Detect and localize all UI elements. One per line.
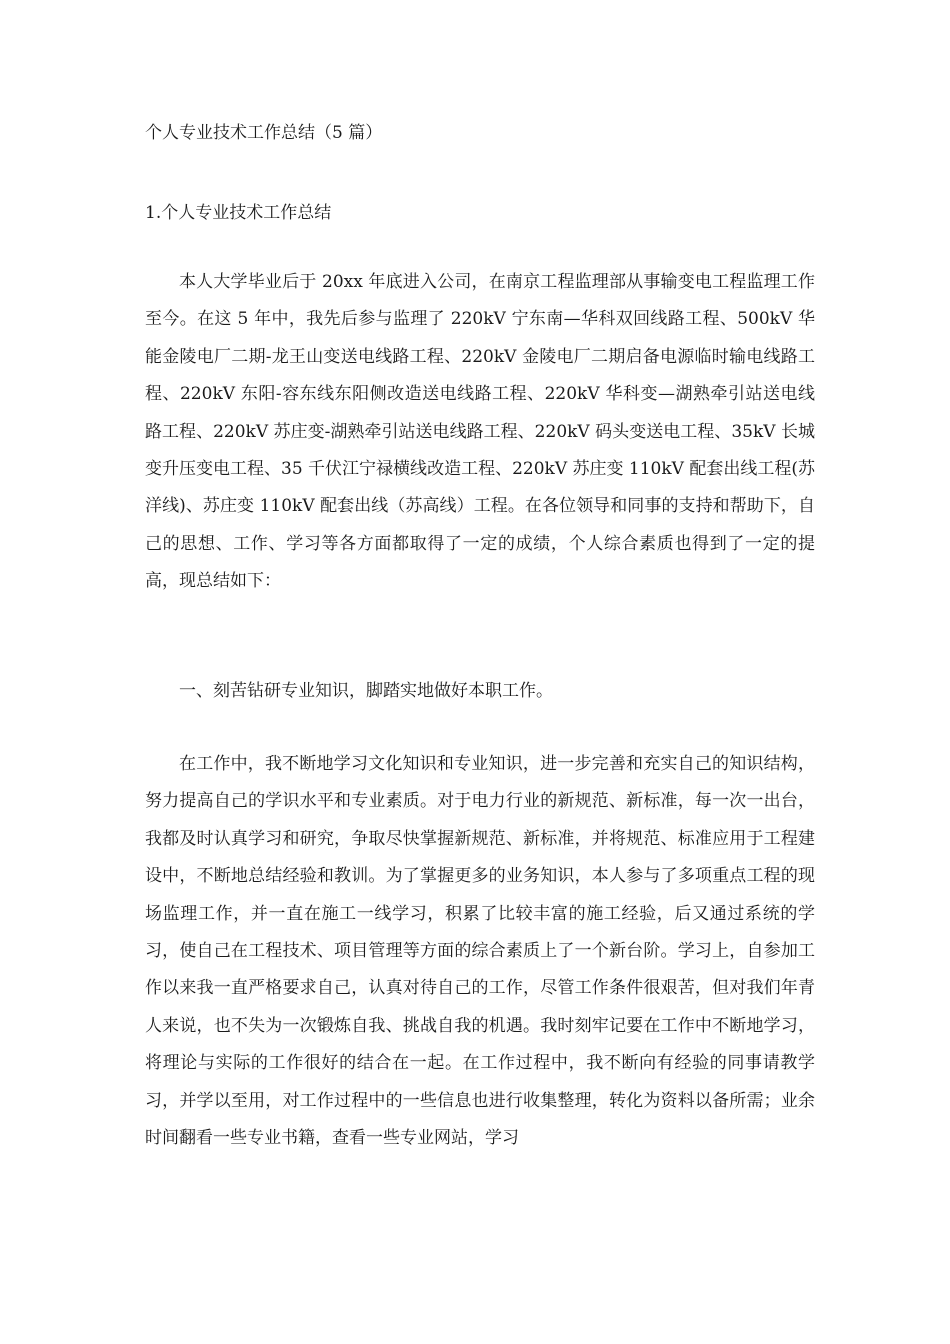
section-title: 1.个人专业技术工作总结 [145,203,332,223]
paragraph-intro: 本人大学毕业后于 20xx 年底进入公司，在南京工程监理部从事输变电工程监理工作至今。在这 5 年中，我先后参与监理了 220kV 宁东南—华科双回线路工程、500kV 华能金陵电厂二期-龙王山变送电线路工程、220kV 金陵电厂二期启备电源临时输电线路工程、220kV 东阳-容东线东阳侧改造送电线路工程、220kV 华科变—湖熟牵引站送电线路工程、220kV 苏庄变-湖熟牵引站送电线路工程、220kV 码头变送电工程、35kV 长城变升压变电工程、35 千伏江宁禄横线改造工程、220kV 苏庄变 110kV 配套出线工程(苏洋线)、苏庄变 110kV 配套出线（苏高线）工程。在各位领导和同事的支持和帮助下，自己的思想、工作、学习等各方面都取得了一定的成绩，个人综合素质也得到了一定的提高，现总结如下： [145,272,815,592]
section-heading-1: 一、刻苦钻研专业知识，脚踏实地做好本职工作。 [179,681,553,701]
document-title: 个人专业技术工作总结（5 篇） [145,123,383,143]
paragraph-body-1: 在工作中，我不断地学习文化知识和专业知识，进一步完善和充实自己的知识结构，努力提高自己的学识水平和专业素质。对于电力行业的新规范、新标准，每一次一出台，我都及时认真学习和研究，争取尽快掌握新规范、新标准，并将规范、标准应用于工程建设中，不断地总结经验和教训。为了掌握更多的业务知识，本人参与了多项重点工程的现场监理工作，并一直在施工一线学习，积累了比较丰富的施工经验，后又通过系统的学习，使自己在工程技术、项目管理等方面的综合素质上了一个新台阶。学习上，自参加工作以来我一直严格要求自己，认真对待自己的工作，尽管工作条件很艰苦，但对我们年青人来说，也不失为一次锻炼自我、挑战自我的机遇。我时刻牢记要在工作中不断地学习，将理论与实际的工作很好的结合在一起。在工作过程中，我不断向有经验的同事请教学习，并学以至用，对工作过程中的一些信息也进行收集整理，转化为资料以备所需；业余时间翻看一些专业书籍，查看一些专业网站，学习 [145,754,815,1149]
